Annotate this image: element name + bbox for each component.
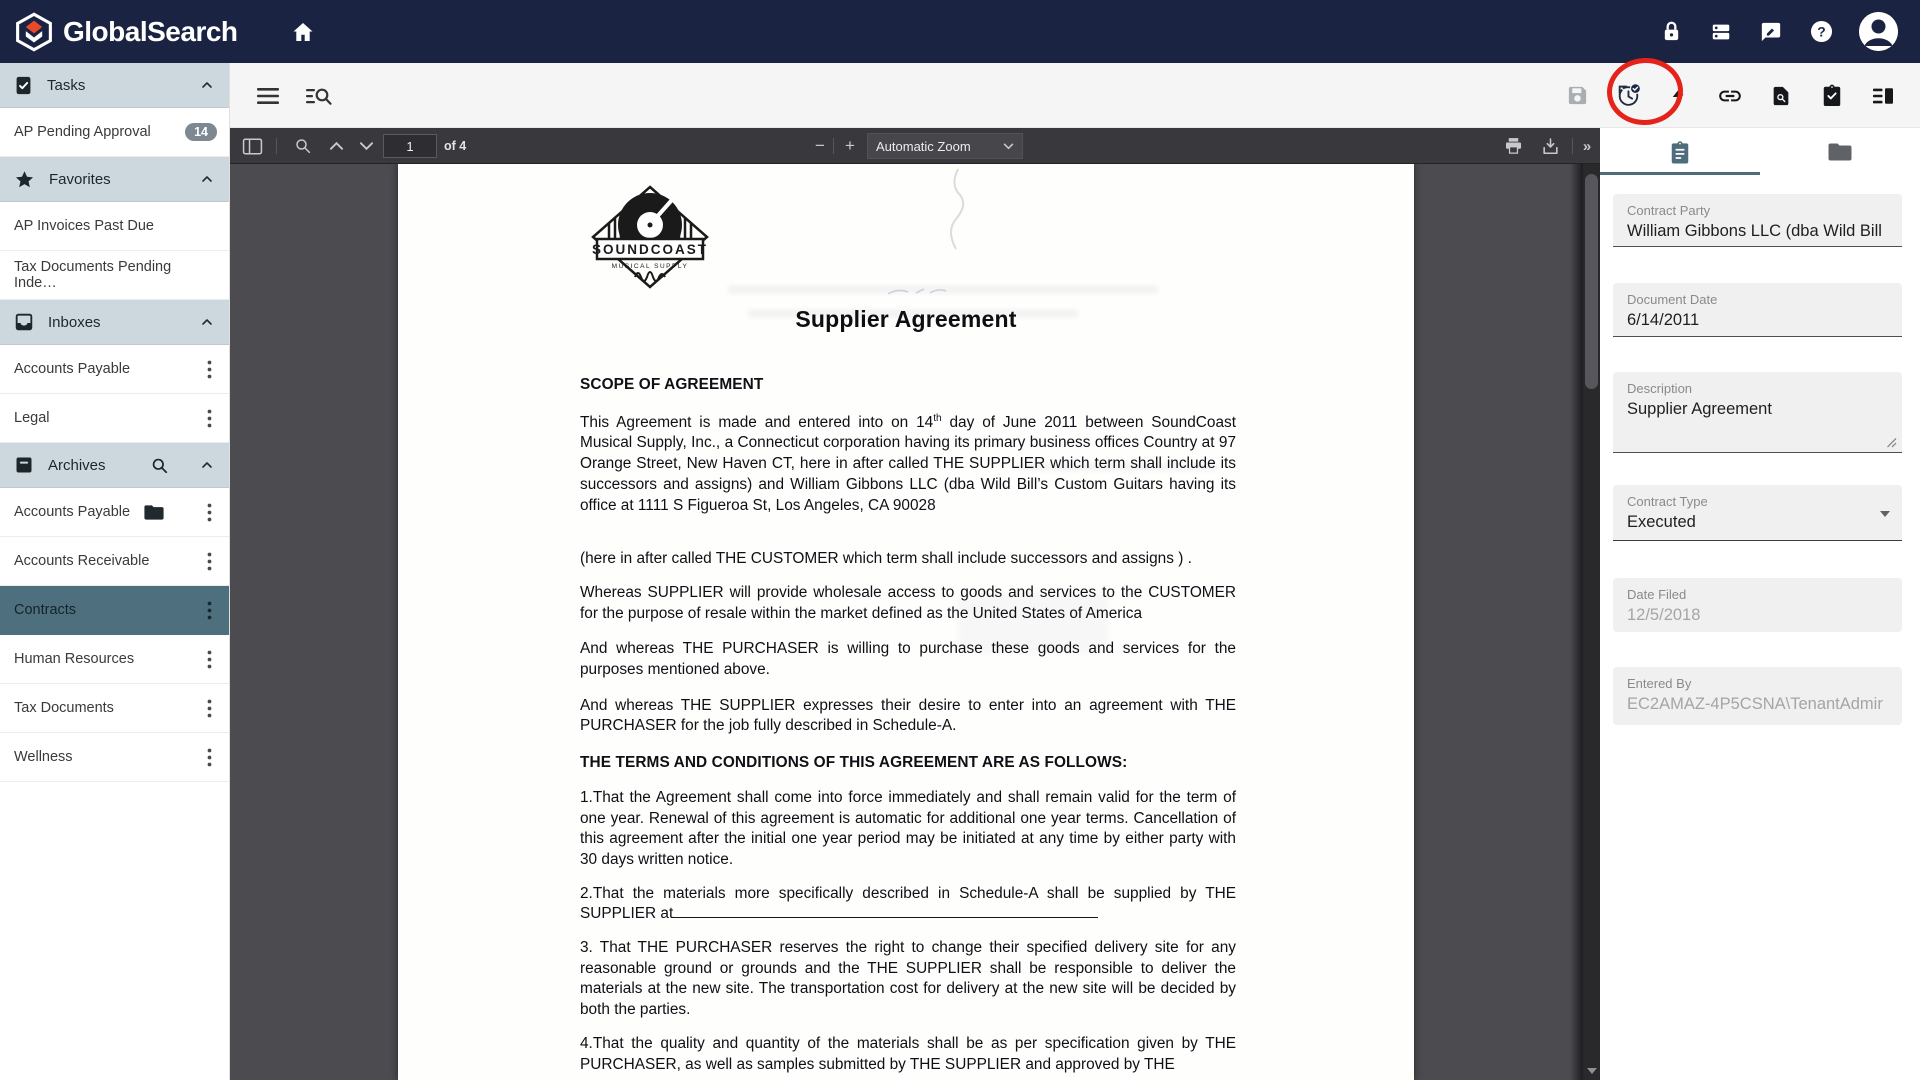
pdf-more-tools-button[interactable]: » (1582, 137, 1592, 155)
tasks-check-button[interactable] (1819, 83, 1845, 109)
item-label: AP Invoices Past Due (14, 218, 154, 234)
chevron-up-icon[interactable] (199, 457, 215, 473)
field-value[interactable]: Supplier Agreement (1627, 400, 1772, 418)
section-label: Inboxes (48, 313, 101, 331)
chevron-up-icon[interactable] (199, 314, 215, 330)
sidebar-item-inbox-accounts-payable[interactable] (0, 345, 229, 394)
help-button[interactable] (1809, 20, 1833, 44)
kebab-menu-icon (207, 552, 212, 571)
item-label: Accounts Payable (14, 504, 131, 520)
home-icon (291, 20, 315, 44)
zoom-in-button[interactable]: + (845, 136, 855, 155)
field-label: Entered By (1627, 676, 1692, 691)
kebab-menu-icon (207, 650, 212, 669)
globalsearch-logo (14, 12, 238, 52)
field-label: Document Date (1627, 292, 1718, 307)
pdf-previous-page-button[interactable] (322, 128, 350, 164)
zoom-level-value: Automatic Zoom (876, 138, 971, 154)
workflow-button[interactable] (1666, 83, 1692, 109)
item-label: Accounts Receivable (14, 553, 150, 569)
item-menu-button[interactable] (201, 501, 217, 523)
paragraph-customer: (here in after called THE CUSTOMER which term shall include successors and assigns ) . (580, 550, 1192, 568)
sidebar (0, 63, 230, 1080)
item-menu-button[interactable] (201, 407, 217, 429)
item-menu-button[interactable] (201, 746, 217, 768)
lightning-bolt-icon (1669, 84, 1689, 108)
brand-name: GlobalSearch (63, 15, 238, 47)
save-icon (1566, 84, 1589, 107)
search-icon (294, 137, 312, 155)
field-value: 12/5/2018 (1627, 606, 1701, 624)
field-document-date[interactable] (1613, 283, 1902, 337)
sidebar-section-tasks[interactable] (0, 63, 229, 108)
section-label: Tasks (47, 76, 86, 94)
document-preview-button[interactable] (1768, 83, 1794, 109)
section-label: Favorites (49, 170, 111, 188)
ink-mark (886, 285, 956, 299)
history-button[interactable] (1615, 83, 1641, 109)
terms-heading: THE TERMS AND CONDITIONS OF THIS AGREEMENT ARE AS FOLLOWS: (580, 754, 1128, 772)
document-toolbar (230, 63, 1920, 128)
sidebar-toggle-icon (242, 138, 263, 155)
chevron-down-icon (359, 141, 374, 151)
field-value[interactable]: 6/14/2011 (1627, 311, 1700, 329)
scrollbar-down-arrow-icon[interactable] (1587, 1068, 1597, 1074)
print-icon (1504, 137, 1523, 155)
paragraph-whereas-3: And whereas THE SUPPLIER expresses their desire to enter into an agreement with THE PURCHASER for the job fully described in Schedule-A. (580, 696, 1236, 735)
item-label: Tax Documents (14, 700, 114, 716)
help-icon (1810, 20, 1833, 43)
folder-icon (144, 504, 164, 521)
view-list-icon (1710, 21, 1732, 43)
field-value[interactable]: William Gibbons LLC (dba Wild Bill (1627, 222, 1882, 240)
pdf-download-button[interactable] (1535, 128, 1565, 164)
split-view-icon (1871, 84, 1895, 108)
sidebar-item-ap-pending-approval[interactable] (0, 108, 229, 157)
tab-index-fields[interactable] (1600, 128, 1760, 176)
field-contract-type[interactable] (1613, 485, 1902, 541)
clipboard-list-icon (1669, 140, 1691, 165)
resize-handle-icon[interactable] (1886, 437, 1897, 448)
section-label: Archives (48, 456, 106, 474)
paragraph-whereas-1: Whereas SUPPLIER will provide wholesale access to goods and services to the CUSTOMER for the purpose of resale within the market defined as the United States of America (580, 583, 1236, 622)
document-title: Supplier Agreement (795, 306, 1017, 332)
field-label: Contract Type (1627, 494, 1708, 509)
item-menu-button[interactable] (201, 697, 217, 719)
blank-underline (673, 906, 1098, 918)
scope-heading: SCOPE OF AGREEMENT (580, 376, 764, 393)
pdf-toolbar (230, 128, 1600, 164)
menu-button[interactable] (255, 83, 281, 109)
field-value: EC2AMAZ-4P5CSNA\TenantAdmir (1627, 695, 1883, 713)
download-icon (1541, 137, 1560, 156)
sidebar-item-ap-invoices-past-due[interactable] (0, 202, 229, 251)
link-icon (1717, 83, 1743, 109)
soundcoast-logo (575, 185, 725, 297)
zoom-out-button[interactable]: − (815, 136, 825, 155)
sidebar-item-archive-accounts-payable[interactable] (0, 488, 229, 537)
zoom-level-select[interactable] (867, 133, 1023, 159)
scrollbar-thumb[interactable] (1585, 174, 1598, 389)
sidebar-section-inboxes[interactable] (0, 300, 229, 345)
pdf-scrollbar[interactable] (1583, 164, 1600, 1080)
panel-tabs (1600, 128, 1920, 176)
field-entered-by (1613, 667, 1902, 725)
page-number-input[interactable]: 1 (383, 134, 437, 158)
logo-wordmark: SOUNDCOAST (591, 242, 709, 257)
svg-text:?: ? (1816, 23, 1826, 40)
sidebar-item-archive-wellness[interactable] (0, 733, 229, 782)
sidebar-item-archive-contracts[interactable] (0, 586, 229, 635)
sidebar-item-inbox-legal[interactable] (0, 394, 229, 443)
field-date-filed (1613, 578, 1902, 632)
chevron-up-icon (329, 141, 344, 151)
index-panel (1600, 128, 1920, 1080)
archive-icon (14, 455, 34, 475)
item-menu-button[interactable] (201, 648, 217, 670)
link-button[interactable] (1717, 83, 1743, 109)
chat-feedback-icon (1760, 21, 1782, 43)
save-button[interactable] (1564, 83, 1590, 109)
star-icon (14, 169, 35, 190)
sidebar-item-archive-accounts-receivable[interactable] (0, 537, 229, 586)
pdf-sidebar-toggle-button[interactable] (238, 128, 266, 164)
pdf-next-page-button[interactable] (352, 128, 380, 164)
page-count-label: of 4 (444, 139, 467, 153)
kebab-menu-icon (207, 748, 212, 767)
tasks-icon (14, 75, 33, 96)
item-label: Tax Documents Pending Inde… (14, 259, 172, 291)
item-menu-button[interactable] (201, 358, 217, 380)
history-icon (1615, 82, 1641, 110)
paragraph-whereas-2: And whereas THE PURCHASER is willing to purchase these goods and services for the purposes mentioned above. (580, 640, 1236, 679)
item-label: Legal (14, 410, 50, 426)
inbox-icon (14, 312, 34, 332)
globalsearch-logo-icon (14, 12, 54, 52)
kebab-menu-icon (207, 503, 212, 522)
item-menu-button[interactable] (201, 599, 217, 621)
pdf-content-area (230, 164, 1583, 1080)
item-label: Accounts Payable (14, 361, 131, 377)
kebab-menu-icon (207, 360, 212, 379)
topbar-actions (1659, 12, 1898, 51)
folder-icon (1828, 142, 1852, 162)
active-tab-indicator (1600, 172, 1760, 175)
kebab-menu-icon (207, 409, 212, 428)
sidebar-item-archive-tax-documents[interactable] (0, 684, 229, 733)
lock-button[interactable] (1659, 20, 1683, 44)
item-label: AP Pending Approval (14, 124, 151, 140)
item-menu-button[interactable] (201, 550, 217, 572)
pdf-viewer (230, 128, 1600, 1080)
chevron-up-icon[interactable] (199, 77, 215, 93)
sidebar-item-archive-human-resources[interactable] (0, 635, 229, 684)
pdf-find-button[interactable] (288, 128, 318, 164)
clause-1: 1.That the Agreement shall come into force immediately and shall remain valid for the term of one year. Renewal of this agreement is automatic for additional one year terms. Cancellation of this agreement after the initial one year period may be initiated at any time by either party with 30 days written notice. (580, 788, 1236, 868)
top-app-bar (0, 0, 1920, 63)
search-icon[interactable] (150, 456, 169, 475)
pdf-print-button[interactable] (1498, 128, 1528, 164)
item-label: Contracts (14, 602, 77, 618)
logo-tagline: MUSICAL SUPPLY (611, 263, 689, 270)
ink-mark (928, 167, 980, 251)
sidebar-item-tax-documents-pending[interactable] (0, 251, 229, 300)
chevron-up-icon[interactable] (199, 171, 215, 187)
search-results-button[interactable] (306, 83, 332, 109)
field-contract-party[interactable] (1613, 194, 1902, 247)
count-badge: 14 (185, 123, 217, 142)
clause-3: 3. That THE PURCHASER reserves the right to change their specified delivery site for any reasonable ground or grounds and the THE SUPPLIER shall be responsible to deliver the materials at the new site. The transportation cost for delivery at the new site will be decided by both the parties. (580, 939, 1236, 1019)
clause-2: 2.That the materials more specifically described in Schedule-A shall be supplied by THE SUPPLIER at (580, 884, 1236, 923)
sidebar-section-archives[interactable] (0, 443, 229, 488)
dropdown-arrow-icon[interactable] (1880, 511, 1890, 517)
pdf-page (398, 163, 1414, 1080)
lock-icon (1661, 20, 1682, 43)
panel-layout-button[interactable] (1870, 83, 1896, 109)
sidebar-section-favorites[interactable] (0, 157, 229, 202)
item-label: Human Resources (14, 651, 135, 667)
item-label: Wellness (14, 749, 73, 765)
kebab-menu-icon (207, 699, 212, 718)
search-list-icon (306, 86, 332, 106)
paragraph-intro: This Agreement is made and entered into on 14th day of June 2011 between SoundCoast Musical Supply, Inc., a Connecticut corporation having its primary business offices Country at 97 Orange Street, New Haven CT, here in after called THE SUPPLIER which term shall include its successors and assigns) and William Gibbons LLC (dba Wild Bill’s Custom Guitars having its office at 1111 S Figueroa St, Los Angeles, CA 90028 (580, 412, 1236, 514)
field-value[interactable]: Executed (1627, 513, 1696, 531)
field-label: Description (1627, 381, 1693, 396)
tab-folders[interactable] (1760, 128, 1920, 176)
field-label: Contract Party (1627, 203, 1711, 218)
hamburger-menu-icon (257, 88, 279, 104)
document-body (580, 375, 1236, 1080)
user-avatar[interactable] (1859, 12, 1898, 51)
kebab-menu-icon (207, 601, 212, 620)
clause-4: 4.That the quality and quantity of the materials shall be as per specification given by THE PURCHASER, as well as samples submitted by THE SUPPLIER and approved by THE (580, 1034, 1236, 1073)
feedback-button[interactable] (1759, 20, 1783, 44)
account-icon (1859, 12, 1898, 51)
clipboard-check-icon (1821, 83, 1843, 108)
scroll-shadow (1570, 164, 1583, 1080)
field-label: Date Filed (1627, 587, 1687, 602)
queues-button[interactable] (1709, 20, 1733, 44)
field-description[interactable] (1613, 372, 1902, 453)
chevron-down-icon (1003, 143, 1014, 150)
home-button[interactable] (286, 15, 320, 49)
document-search-icon (1770, 84, 1792, 108)
